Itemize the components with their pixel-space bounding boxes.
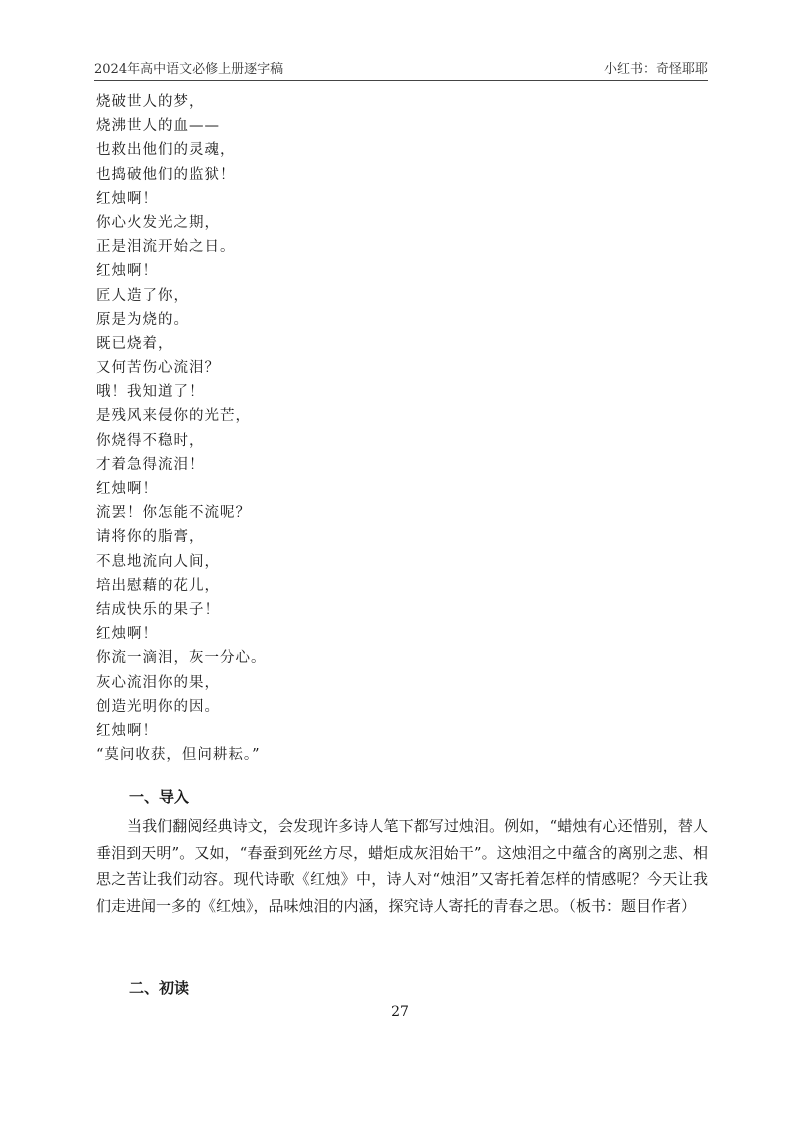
poem-line: 请将你的脂膏，: [96, 529, 205, 546]
poem-line: 匠人造了你，: [96, 287, 189, 304]
poem-line: 才着急得流泪！: [96, 456, 205, 473]
header-title: 2024年高中语文必修上册逐字稿: [94, 62, 284, 77]
poem-line: “莫问收获，但问耕耘。”: [96, 747, 261, 764]
poem-line: 烧沸世人的血——: [96, 118, 220, 135]
poem-line: 哦！我知道了！: [96, 384, 205, 401]
header-divider: [94, 80, 708, 81]
poem-line: 创造光明你的因。: [96, 698, 220, 715]
poem-line: 红烛啊！: [96, 626, 158, 643]
poem-line: 又何苦伤心流泪？: [96, 360, 220, 377]
section-heading-intro: 一、导入: [129, 788, 190, 806]
poem-block: [96, 90, 706, 767]
poem-line: 是残风来侵你的光芒，: [96, 408, 251, 425]
poem-line: 你心火发光之期，: [96, 214, 220, 231]
section-heading-first-reading: 二、初读: [129, 979, 190, 997]
poem-line: 红烛啊！: [96, 263, 158, 280]
poem-line: 你烧得不稳时，: [96, 432, 205, 449]
poem-line: 也捣破他们的监狱！: [96, 166, 236, 183]
intro-paragraph: 当我们翻阅经典诗文，会发现许多诗人笔下都写过烛泪。例如，“蜡烛有心还惜别，替人垂泪到天明”。又如，“春蚕到死丝方尽，蜡炬成灰泪始干”。这烛泪之中蕴含的离别之悲、相思之苦让我们动容。现代诗歌《红烛》中，诗人对“烛泪”又寄托着怎样的情感呢？今天让我们走进闻一多的《红烛》，品味烛泪的内涵，探究诗人寄托的青春之思。（板书：题目作者）: [96, 817, 708, 915]
poem-line: 流罢！你怎能不流呢？: [96, 505, 251, 522]
poem-line: 既已烧着，: [96, 335, 174, 352]
poem-line: 不息地流向人间，: [96, 553, 220, 570]
poem-line: 正是泪流开始之日。: [96, 239, 236, 256]
header-author: 小红书：奇怪耶耶: [603, 62, 708, 77]
poem-line: 红烛啊！: [96, 190, 158, 207]
poem-line: 灰心流泪你的果，: [96, 674, 220, 691]
poem-line: 红烛啊！: [96, 722, 158, 739]
poem-line: 也救出他们的灵魂，: [96, 142, 236, 159]
poem-line: 烧破世人的梦，: [96, 94, 205, 110]
page-number: 27: [391, 1004, 409, 1020]
poem-line: 你流一滴泪，灰一分心。: [96, 650, 267, 667]
poem-line: 红烛啊！: [96, 481, 158, 497]
poem-line: 原是为烧的。: [96, 311, 189, 328]
poem-line: 培出慰藉的花儿，: [96, 577, 220, 594]
poem-line: 结成快乐的果子！: [96, 601, 220, 618]
